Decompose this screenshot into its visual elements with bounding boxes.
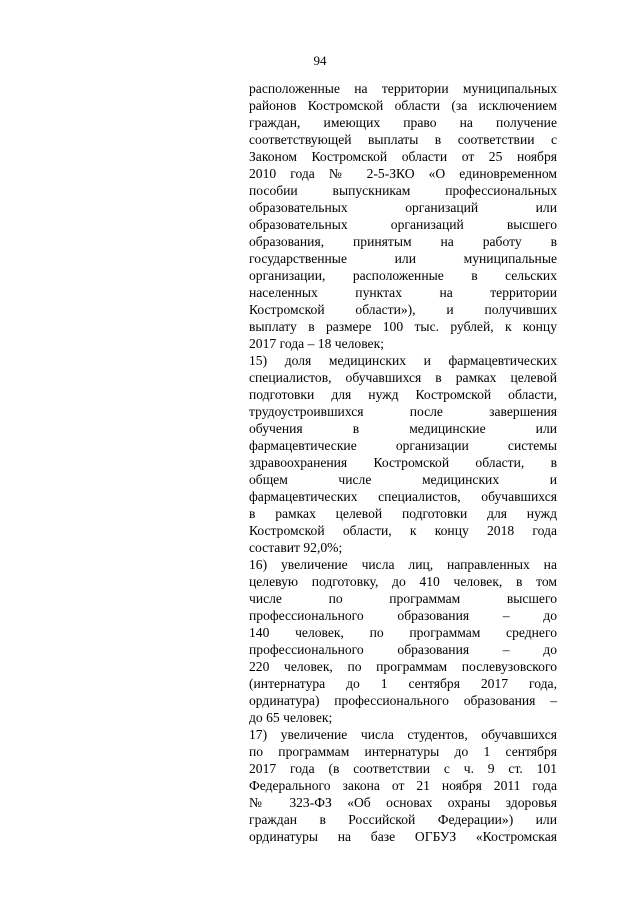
text-line: 16) увеличение числа лиц, направленных на: [249, 557, 557, 572]
text-line: образовательных организаций высшего: [249, 217, 557, 232]
text-line: до 65 человек;: [249, 710, 333, 725]
text-line: обучения в медицинские или: [249, 421, 557, 436]
text-line: 2017 года – 18 человек;: [249, 336, 384, 351]
text-line: Костромской области»), и получивших: [249, 302, 557, 317]
text-line: районов Костромской области (за исключением: [249, 98, 557, 113]
text-line: расположенные на территории муниципальных: [249, 81, 557, 96]
text-line: образовательных организаций или: [249, 200, 557, 215]
text-line: образования, принятым на работу в: [249, 234, 557, 249]
text-line: пособии выпускникам профессиональных: [249, 183, 557, 198]
text-line: 220 человек, по программам послевузовского: [249, 659, 557, 674]
text-line: фармацевтические организации системы: [249, 438, 557, 453]
text-line: 15) доля медицинских и фармацевтических: [249, 353, 557, 368]
page-number: 94: [313, 53, 327, 68]
text-line: специалистов, обучавшихся в рамках целевой: [249, 370, 557, 385]
text-line: профессионального образования – до: [249, 642, 557, 657]
text-line: граждан, имеющих право на получение: [249, 115, 557, 130]
text-line: Законом Костромской области от 25 ноября: [249, 149, 557, 164]
text-line: 2010 года № 2-5-ЗКО «О единовременном: [249, 166, 557, 181]
text-line: Костромской области, к концу 2018 года: [249, 523, 557, 538]
text-line: граждан в Российской Федерации») или: [249, 812, 557, 827]
text-line: (интернатура до 1 сентября 2017 года,: [249, 676, 557, 691]
text-line: организации, расположенные в сельских: [249, 268, 557, 283]
text-line: ординатура) профессионального образования –: [249, 693, 557, 708]
text-line: Федерального закона от 21 ноября 2011 года: [249, 778, 557, 793]
text-line: числе по программам высшего: [249, 591, 557, 606]
text-line: по программам интернатуры до 1 сентября: [249, 744, 557, 759]
text-line: 2017 года (в соответствии с ч. 9 ст. 101: [249, 761, 557, 776]
text-line: в рамках целевой подготовки для нужд: [249, 506, 557, 521]
text-line: трудоустроившихся после завершения: [249, 404, 557, 419]
text-line: целевую подготовку, до 410 человек, в том: [249, 574, 557, 589]
text-line: 17) увеличение числа студентов, обучавшихся: [249, 727, 557, 742]
text-line: государственные или муниципальные: [249, 251, 557, 266]
text-line: общем числе медицинских и: [249, 472, 557, 487]
text-line: здравоохранения Костромской области, в: [249, 455, 557, 470]
text-line: № 323-ФЗ «Об основах охраны здоровья: [249, 795, 557, 810]
text-line: 140 человек, по программам среднего: [249, 625, 557, 640]
text-line: соответствующей выплаты в соответствии с: [249, 132, 557, 147]
text-line: подготовки для нужд Костромской области,: [249, 387, 557, 402]
text-line: составит 92,0%;: [249, 540, 343, 555]
text-line: профессионального образования – до: [249, 608, 557, 623]
text-line: фармацевтических специалистов, обучавшихся: [249, 489, 557, 504]
body-text: [249, 80, 557, 845]
text-line: ординатуры на базе ОГБУЗ «Костромская: [249, 829, 557, 844]
text-line: выплату в размере 100 тыс. рублей, к концу: [249, 319, 557, 334]
text-line: населенных пунктах на территории: [249, 285, 557, 300]
